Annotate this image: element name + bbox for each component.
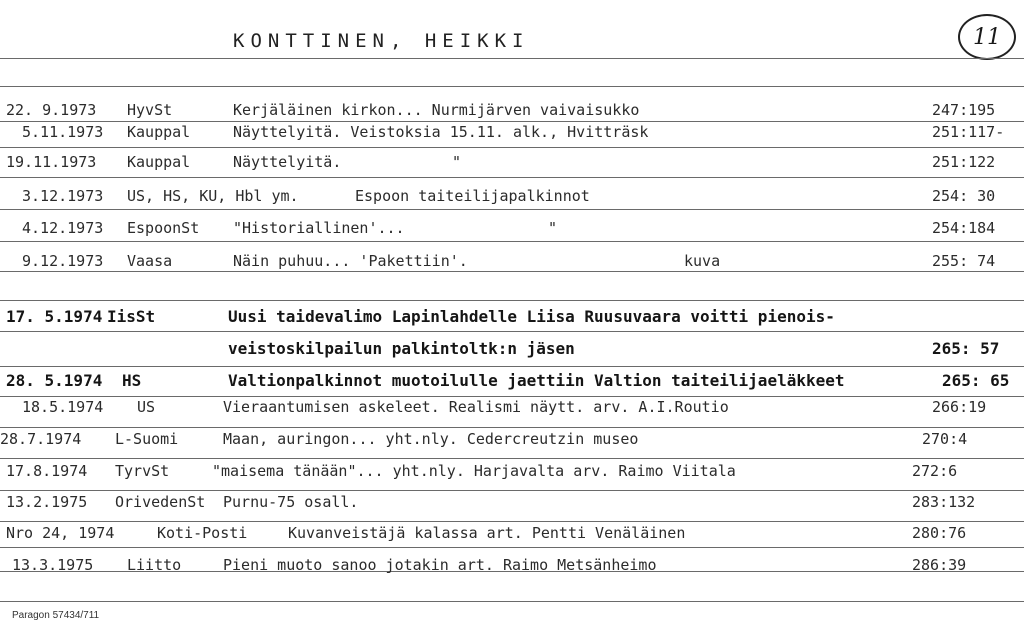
entry-text: Näin puhuu... 'Pakettiin'. — [233, 252, 468, 270]
entry-source: Kauppal — [127, 153, 191, 171]
entry-text: Maan, auringon... yht.nly. Cedercreutzin museo — [223, 430, 639, 448]
ruled-line — [0, 58, 1024, 59]
entry-source: US, HS, KU, Hbl ym. — [127, 187, 299, 205]
ruled-line — [0, 86, 1024, 87]
entry-reference: 251:122 — [932, 153, 996, 171]
ruled-line — [0, 300, 1024, 301]
entry-source: IisSt — [107, 307, 156, 326]
ruled-line — [0, 458, 1024, 459]
entry-reference: 255: 74 — [932, 252, 996, 270]
entry-date: 4.12.1973 — [22, 219, 104, 237]
ruled-line — [0, 547, 1024, 548]
entry-text: Vieraantumisen askeleet. Realismi näytt. arv. A.I.Routio — [223, 398, 729, 416]
entry-date: 18.5.1974 — [22, 398, 104, 416]
card-footer: Paragon 57434/711 — [12, 610, 100, 621]
entry-date: 19.11.1973 — [6, 153, 97, 171]
ruled-line — [0, 427, 1024, 428]
entry-source: Liitto — [127, 556, 182, 574]
entry-date: 17.8.1974 — [6, 462, 88, 480]
entry-date: 28. 5.1974 — [6, 371, 103, 390]
entry-reference: 280:76 — [912, 524, 967, 542]
ruled-line — [0, 601, 1024, 602]
ruled-line — [0, 177, 1024, 178]
entry-text: Näyttelyitä. Veistoksia 15.11. alk., Hvitträsk — [233, 123, 649, 141]
entry-source: OrivedenSt — [115, 493, 206, 511]
entry-source: HS — [122, 371, 142, 390]
entry-source: TyrvSt — [115, 462, 170, 480]
entry-date: 9.12.1973 — [22, 252, 104, 270]
entry-text: "maisema tänään"... yht.nly. Harjavalta arv. Raimo Viitala — [212, 462, 736, 480]
entry-date: 17. 5.1974 — [6, 307, 103, 326]
entry-reference: 247:195 — [932, 101, 996, 119]
ruled-line — [0, 331, 1024, 332]
ruled-line — [0, 209, 1024, 210]
ruled-line — [0, 271, 1024, 272]
entry-reference: 254: 30 — [932, 187, 996, 205]
entry-date: 22. 9.1973 — [6, 101, 97, 119]
entry-text: veistoskilpailun palkintoltk:n jäsen — [228, 339, 575, 358]
entry-text: Näyttelyitä. — [233, 153, 342, 171]
entry-text: Valtionpalkinnot muotoilulle jaettiin Valtion taiteilijaeläkkeet — [228, 371, 845, 390]
entry-reference: 265: 57 — [932, 339, 1000, 358]
entry-reference: 270:4 — [922, 430, 968, 448]
entry-text: Purnu-75 osall. — [223, 493, 359, 511]
entry-reference: 265: 65 — [942, 371, 1010, 390]
entry-date: 5.11.1973 — [22, 123, 104, 141]
entry-source: EspoonSt — [127, 219, 200, 237]
entry-text: Kuvanveistäjä kalassa art. Pentti Venäläinen — [288, 524, 686, 542]
ditto-mark: " — [452, 153, 462, 171]
entry-source: Kauppal — [127, 123, 191, 141]
card-title: KONTTINEN, HEIKKI — [233, 30, 530, 52]
entry-text: "Historiallinen'... — [233, 219, 405, 237]
entry-reference: 283:132 — [912, 493, 976, 511]
entry-date: 28.7.1974 — [0, 430, 82, 448]
ruled-line — [0, 490, 1024, 491]
entry-date: 13.2.1975 — [6, 493, 88, 511]
ruled-line — [0, 241, 1024, 242]
card-number: 11 — [958, 14, 1016, 60]
entry-date: Nro 24, 1974 — [6, 524, 115, 542]
entry-reference: 286:39 — [912, 556, 967, 574]
entry-text: Kerjäläinen kirkon... Nurmijärven vaivaisukko — [233, 101, 640, 119]
entry-source: Vaasa — [127, 252, 173, 270]
entry-date: 13.3.1975 — [12, 556, 94, 574]
entry-source: L-Suomi — [115, 430, 179, 448]
entry-extra: kuva — [684, 252, 721, 270]
entry-reference: 251:117- — [932, 123, 1005, 141]
entry-reference: 266:19 — [932, 398, 987, 416]
entry-reference: 272:6 — [912, 462, 958, 480]
entry-source: US — [137, 398, 156, 416]
ruled-line — [0, 147, 1024, 148]
entry-date: 3.12.1973 — [22, 187, 104, 205]
entry-source: HyvSt — [127, 101, 173, 119]
ruled-line — [0, 521, 1024, 522]
ruled-line — [0, 366, 1024, 367]
entry-source: Koti-Posti — [157, 524, 248, 542]
ruled-line — [0, 121, 1024, 122]
entry-text: Uusi taidevalimo Lapinlahdelle Liisa Ruusuvaara voitti pienois- — [228, 307, 835, 326]
entry-text: Espoon taiteilijapalkinnot — [355, 187, 590, 205]
entry-reference: 254:184 — [932, 219, 996, 237]
ditto-mark: " — [548, 219, 558, 237]
entry-text: Pieni muoto sanoo jotakin art. Raimo Metsänheimo — [223, 556, 657, 574]
ruled-line — [0, 396, 1024, 397]
